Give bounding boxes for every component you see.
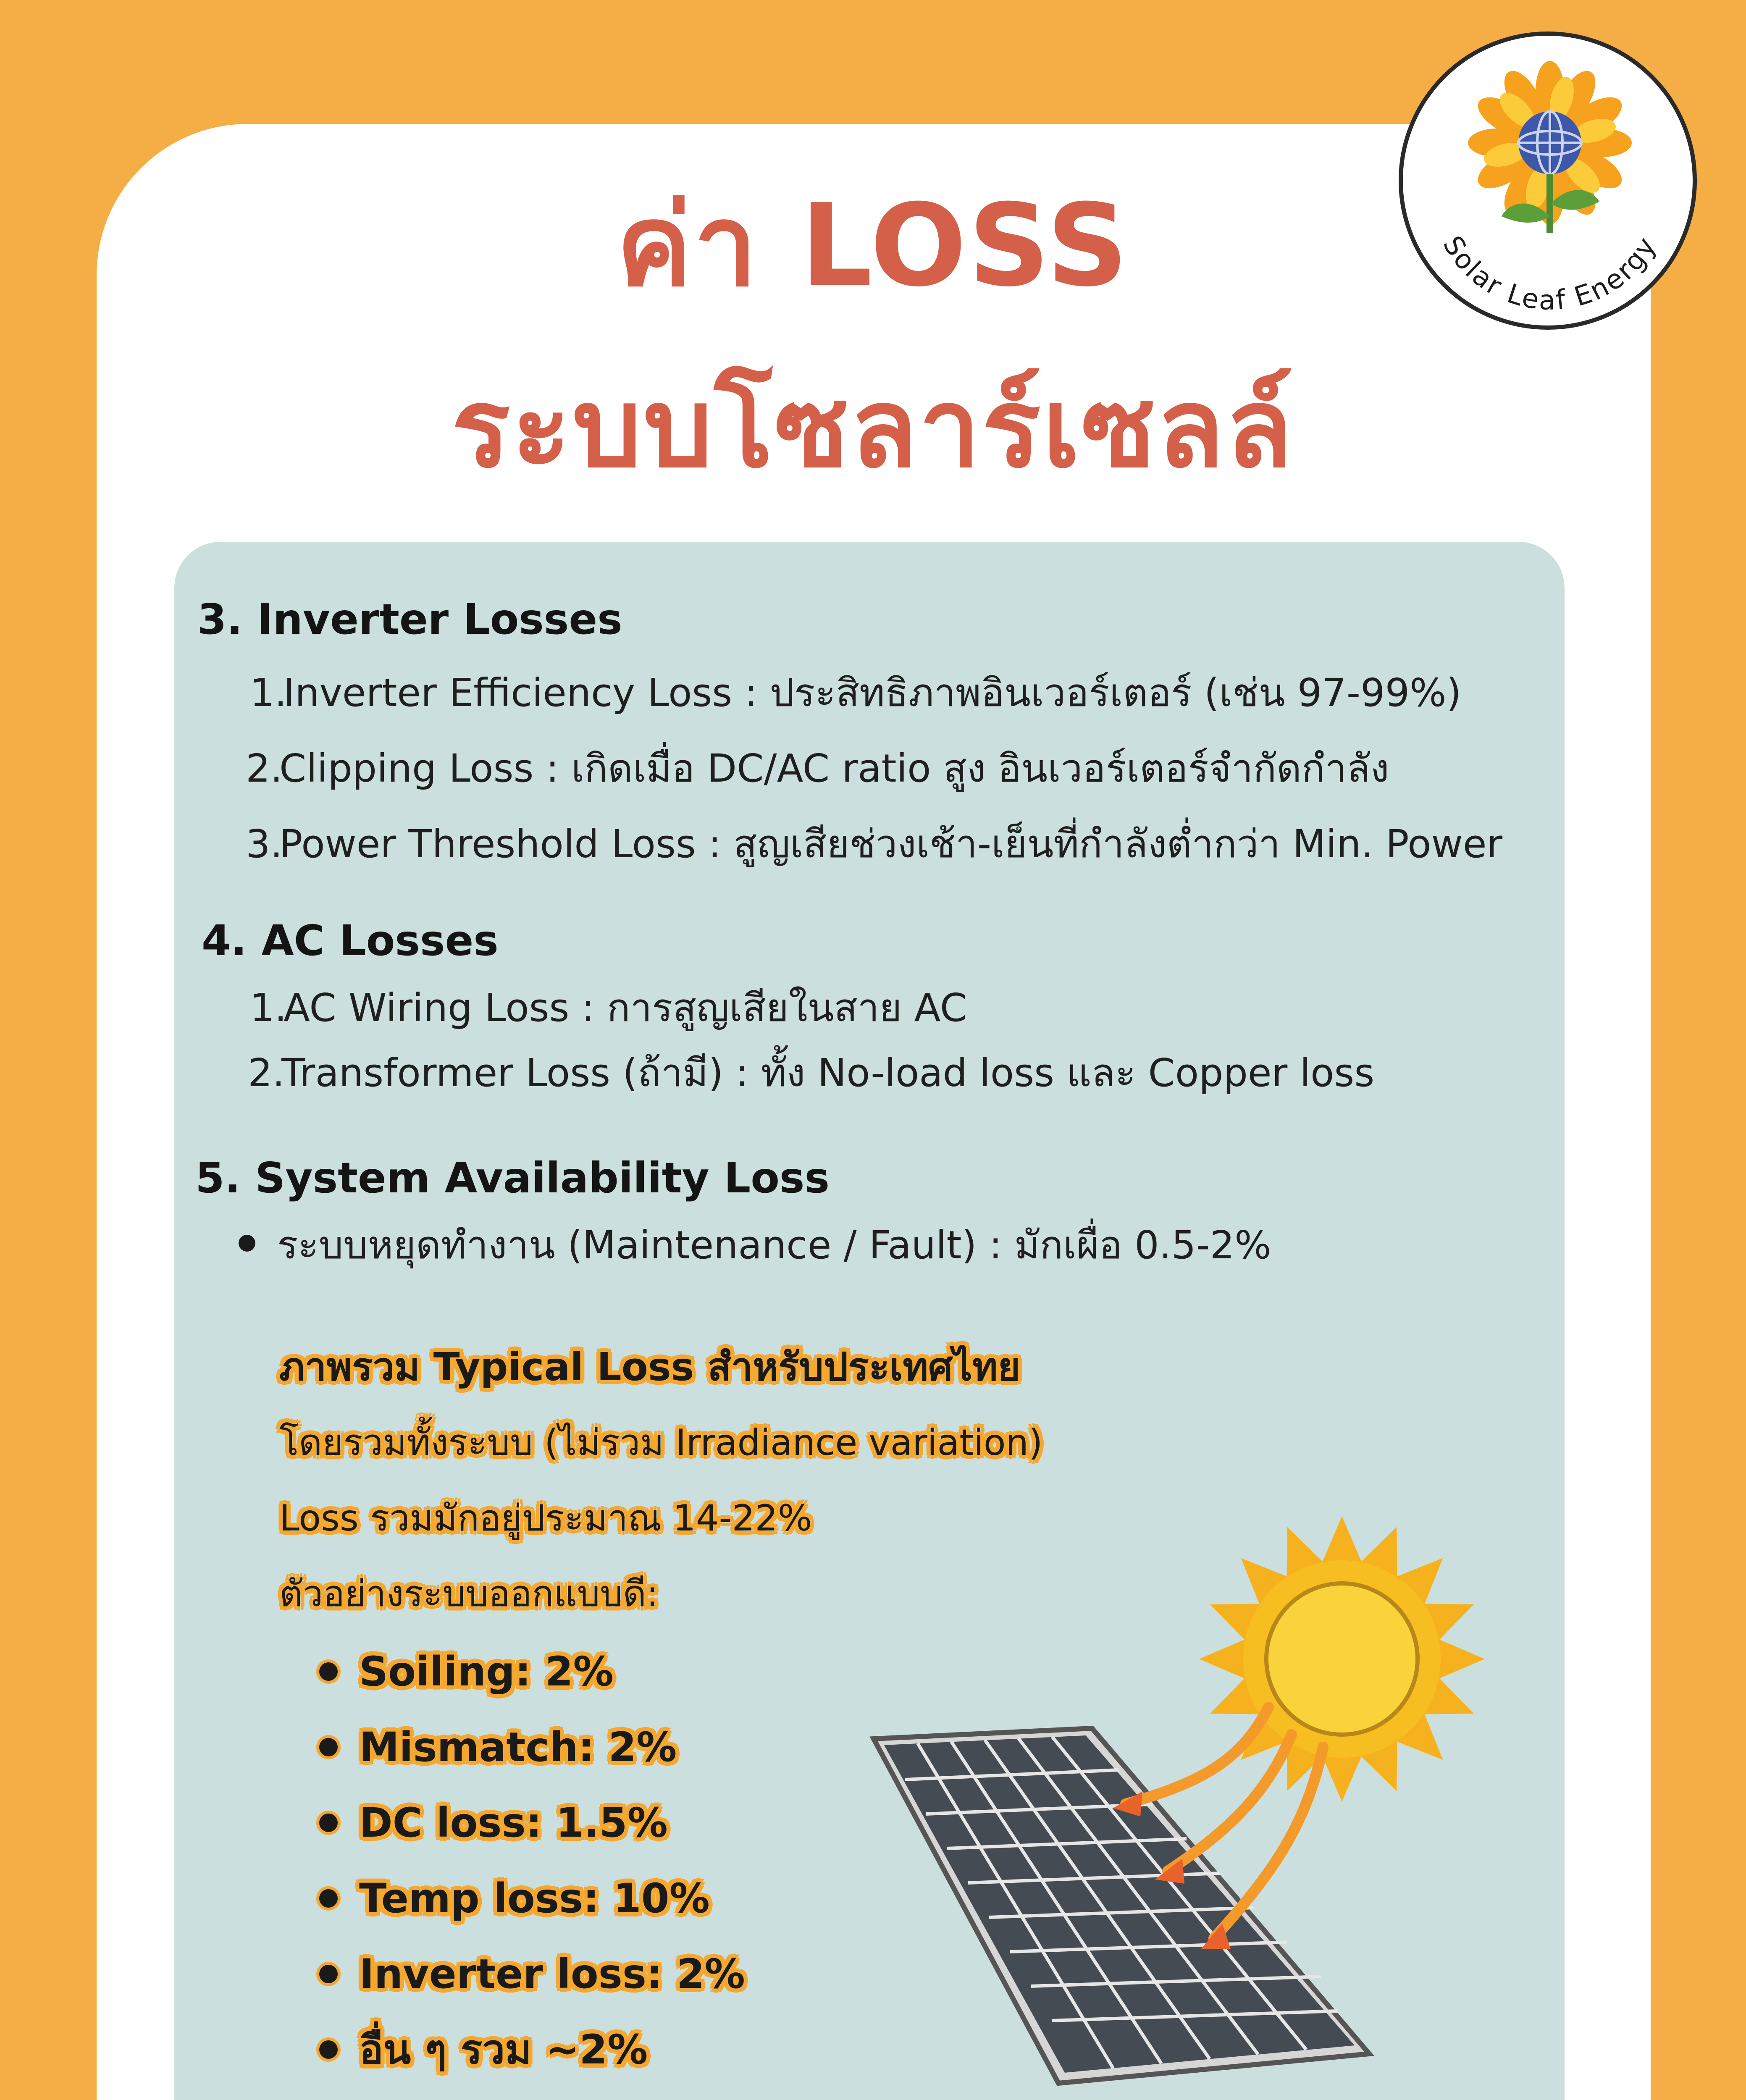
list-item: ระบบหยุดทำงาน (Maintenance / Fault) : มักเผื่อ 0.5-2% — [277, 1223, 1271, 1268]
list-item: 1.AC Wiring Loss : การสูญเสียในสาย AC — [250, 985, 967, 1030]
loss-item: Temp loss: 10% — [359, 1875, 710, 1922]
page-title-line2: ระบบโซลาร์เซลล์ — [452, 365, 1294, 492]
list-item: 1.Inverter Efficiency Loss : ประสิทธิภาพอินเวอร์เตอร์ (เช่น 97-99%) — [250, 670, 1462, 715]
section-heading-availability: 5. System Availability Loss — [195, 1153, 830, 1202]
svg-text:Solar Leaf Energy: Solar Leaf Energy — [1436, 231, 1663, 317]
page-title-line1: ค่า LOSS — [616, 179, 1130, 312]
bullet-dot — [319, 1965, 338, 1983]
bullet-dot — [319, 1738, 338, 1756]
loss-item: Soiling: 2% — [359, 1648, 614, 1695]
sunflower-globe-icon — [1403, 36, 1697, 330]
section-heading-ac: 4. AC Losses — [202, 916, 499, 965]
summary-line: ตัวอย่างระบบออกแบบดี: — [279, 1573, 659, 1615]
sun-icon — [1199, 1516, 1485, 1802]
bullet-dot — [319, 2040, 338, 2059]
bullet-dot — [239, 1235, 255, 1252]
loss-item: อื่น ๆ รวม ~2% — [359, 2026, 648, 2073]
loss-item: DC loss: 1.5% — [359, 1799, 668, 1846]
bullet-dot — [319, 1814, 338, 1832]
list-item: 2.Clipping Loss : เกิดเมื่อ DC/AC ratio สูง อินเวอร์เตอร์จำกัดกำลัง — [246, 746, 1389, 791]
brand-logo — [1399, 32, 1697, 330]
bullet-dot — [319, 1889, 338, 1908]
section-heading-inverter: 3. Inverter Losses — [197, 595, 622, 644]
bullet-dot — [319, 1662, 338, 1681]
summary-line: Loss รวมมักอยู่ประมาณ 14-22% — [279, 1497, 812, 1539]
loss-item: Inverter loss: 2% — [359, 1950, 745, 1998]
list-item: 2.Transformer Loss (ถ้ามี) : ทั้ง No-load loss และ Copper loss — [248, 1050, 1375, 1095]
summary-line: โดยรวมทั้งระบบ (ไม่รวม Irradiance variation) — [279, 1422, 1043, 1464]
solar-illustration — [865, 1495, 1495, 2100]
loss-item: Mismatch: 2% — [359, 1724, 677, 1771]
summary-heading: ภาพรวม Typical Loss สำหรับประเทศไทย — [279, 1344, 1021, 1389]
list-item: 3.Power Threshold Loss : สูญเสียช่วงเช้า-เย็นที่กำลังต่ำกว่า Min. Power — [246, 822, 1503, 866]
